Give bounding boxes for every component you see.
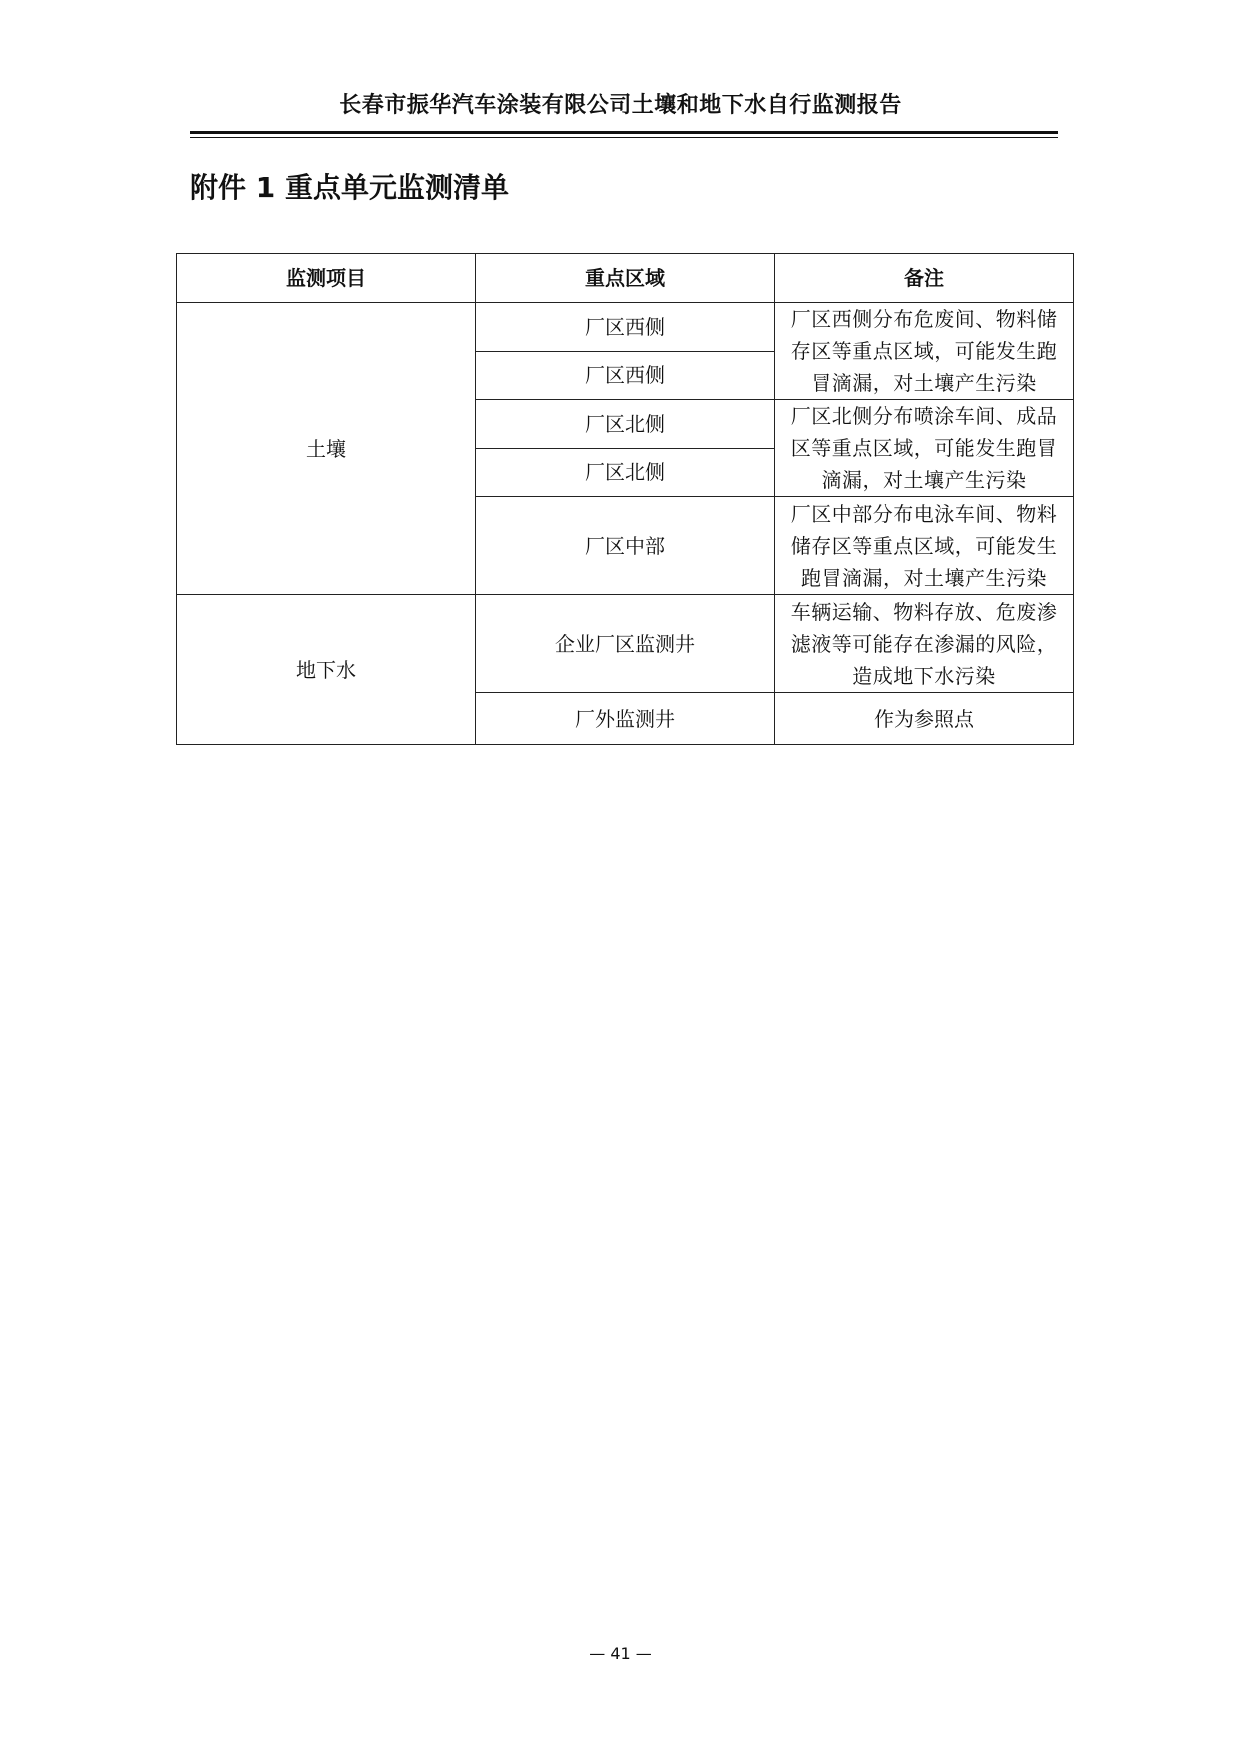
page-number: — 41 —	[589, 1644, 652, 1663]
monitoring-table	[176, 253, 1074, 745]
area-cell: 厂区西侧	[476, 303, 775, 352]
attachment-title: 附件 1 重点单元监测清单	[190, 171, 509, 204]
area-cell: 厂外监测井	[476, 693, 775, 745]
header-monitoring-item: 监测项目	[177, 254, 476, 303]
header-key-area: 重点区域	[476, 254, 775, 303]
header-remarks: 备注	[775, 254, 1074, 303]
header-rule-thin	[190, 137, 1058, 138]
report-header-title: 长春市振华汽车涂装有限公司土壤和地下水自行监测报告	[339, 93, 902, 118]
remark-cell: 厂区中部分布电泳车间、物料储存区等重点区域，可能发生跑冒滴漏，对土壤产生污染	[775, 497, 1074, 595]
area-cell: 厂区西侧	[476, 351, 775, 400]
table-row	[177, 303, 1074, 352]
area-cell: 厂区中部	[476, 497, 775, 595]
remark-cell: 厂区北侧分布喷涂车间、成品区等重点区域，可能发生跑冒滴漏，对土壤产生污染	[775, 400, 1074, 497]
area-cell: 企业厂区监测井	[476, 595, 775, 693]
header-rule-thick	[190, 131, 1058, 134]
table-header-row	[177, 254, 1074, 303]
remark-cell: 车辆运输、物料存放、危废渗滤液等可能存在渗漏的风险，造成地下水污染	[775, 595, 1074, 693]
area-cell: 厂区北侧	[476, 400, 775, 449]
soil-item-cell: 土壤	[177, 303, 476, 595]
remark-cell: 厂区西侧分布危废间、物料储存区等重点区域，可能发生跑冒滴漏，对土壤产生污染	[775, 303, 1074, 400]
remark-cell: 作为参照点	[775, 693, 1074, 745]
table-row	[177, 595, 1074, 693]
groundwater-item-cell: 地下水	[177, 595, 476, 745]
area-cell: 厂区北侧	[476, 448, 775, 497]
